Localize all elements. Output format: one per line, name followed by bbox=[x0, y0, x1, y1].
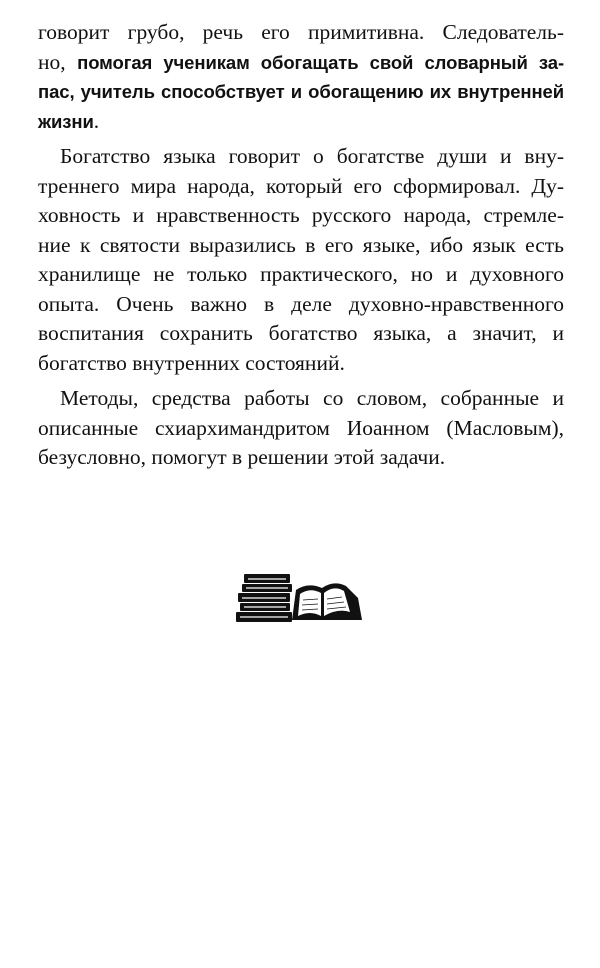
paragraph-2 bbox=[38, 142, 564, 378]
text-line: описанные схиархимандритом Иоанном (Масловым), bbox=[38, 415, 564, 440]
text-line: Богатство языка говорит о богатстве души и вну- bbox=[60, 144, 564, 168]
bold-text: помогая ученикам обогащать свой словарный за- bbox=[77, 51, 565, 73]
text-line: воспитания сохранить богатство языка, а значит, и bbox=[38, 321, 564, 345]
paragraph-3 bbox=[38, 384, 564, 473]
text-line bbox=[38, 107, 564, 137]
text-line: опыта. Очень важно в деле духовно-нравственного bbox=[38, 291, 564, 316]
text-line: Методы, средства работы со словом, собранные и bbox=[60, 386, 564, 410]
text-fragment: . bbox=[93, 108, 100, 133]
page-body bbox=[38, 18, 564, 473]
text-fragment: но, bbox=[38, 49, 66, 74]
text-line: говорит грубо, речь его примитивна. Следователь- bbox=[38, 20, 564, 44]
text-line bbox=[38, 48, 564, 78]
bold-text: пас, учитель способствует и обогащению их внутренней bbox=[38, 81, 564, 102]
text-line: богатство внутренних состояний. bbox=[38, 350, 345, 375]
paragraph-1 bbox=[38, 18, 564, 136]
text-line: безусловно, помогут в решении этой задачи. bbox=[38, 445, 446, 469]
bold-text: жизни bbox=[38, 110, 94, 132]
text-line: ние к святости выразились в его языке, ибо язык есть bbox=[38, 232, 564, 257]
text-line: ховность и нравственность русского народа, стремле- bbox=[38, 203, 564, 227]
text-line: хранилище не только практического, но и духовного bbox=[38, 262, 564, 286]
books-vignette-icon bbox=[236, 572, 364, 624]
text-line: треннего мира народа, который его сформировал. Ду- bbox=[38, 173, 564, 198]
